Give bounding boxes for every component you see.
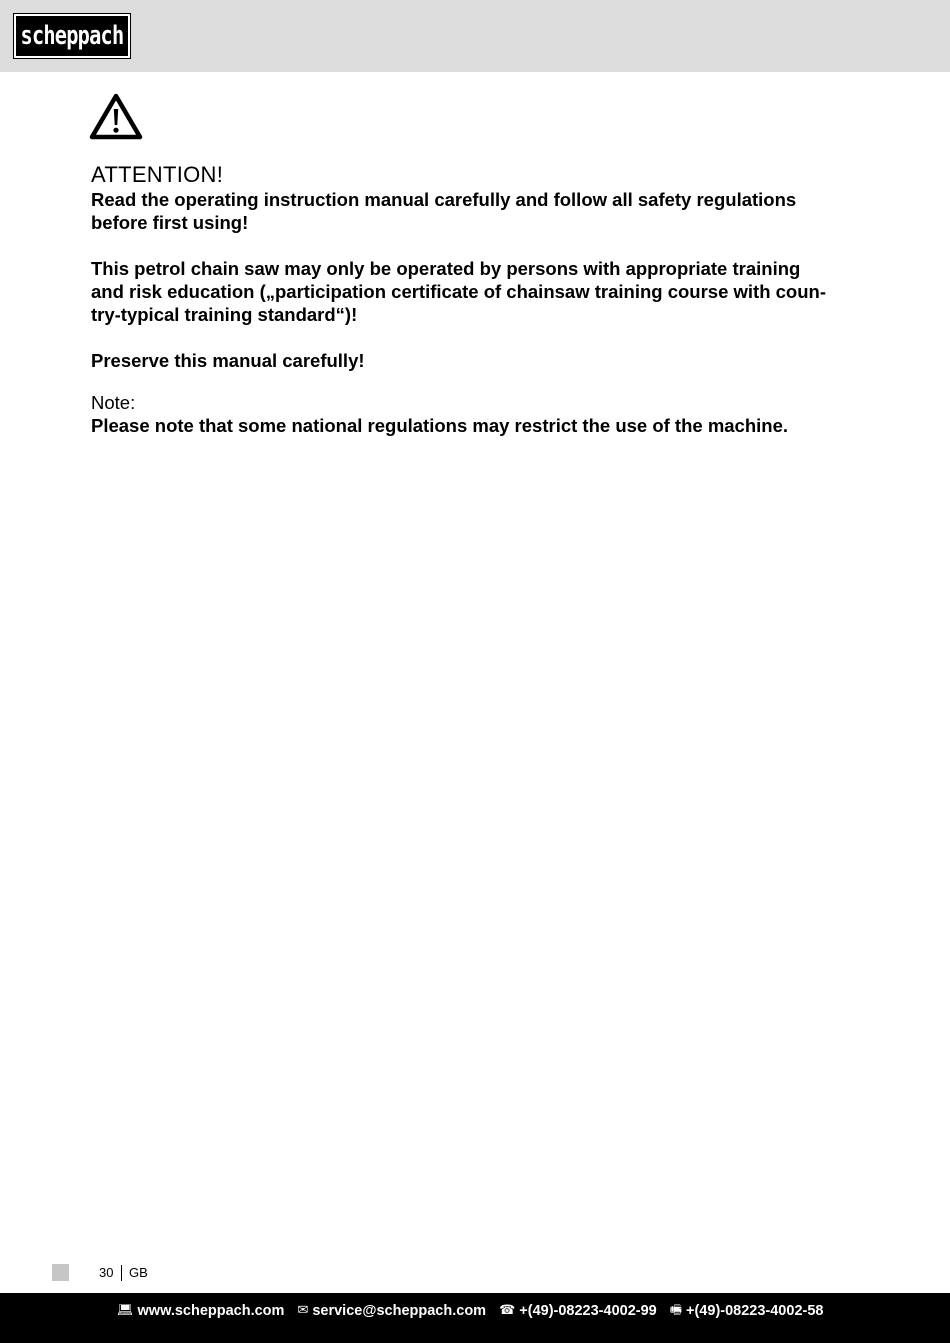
- preserve-manual-paragraph: Preserve this manual carefully!: [91, 350, 365, 371]
- petrol-line-2: and risk education („participation certificate of chainsaw training course with coun-: [91, 281, 826, 302]
- phone-icon: ☎: [499, 1303, 516, 1318]
- petrol-line-1: This petrol chain saw may only be operated by persons with appropriate training: [91, 258, 801, 279]
- footer-email[interactable]: [297, 1302, 486, 1320]
- page-marker-square: [52, 1264, 69, 1281]
- page-language: GB: [129, 1265, 148, 1280]
- fax-text: +(49)-08223-4002-58: [686, 1303, 824, 1319]
- fax-icon: 🖷: [669, 1303, 683, 1318]
- page-header: [0, 0, 950, 72]
- read-line-2: before first using!: [91, 212, 249, 233]
- note-text: Please note that some national regulations may restrict the use of the machine.: [91, 415, 789, 436]
- safety-notice: [91, 162, 871, 437]
- page-number: 30: [99, 1265, 122, 1281]
- email-icon: ✉: [297, 1303, 309, 1318]
- petrol-line-3: try-typical training standard“)!: [91, 304, 358, 325]
- warning-triangle-icon: [89, 93, 143, 141]
- footer-contacts: [117, 1302, 836, 1320]
- logo-text: scheppach: [20, 21, 124, 51]
- operator-training-paragraph: [91, 257, 871, 326]
- read-line-1: Read the operating instruction manual carefully and follow all safety regulations: [91, 189, 797, 210]
- page-footer: [0, 1293, 950, 1343]
- scheppach-logo: [14, 14, 130, 58]
- attention-heading: ATTENTION!: [91, 162, 224, 187]
- footer-fax[interactable]: [670, 1302, 824, 1320]
- email-text: service@scheppach.com: [312, 1303, 487, 1319]
- phone-text: +(49)-08223-4002-99: [519, 1303, 657, 1319]
- footer-phone[interactable]: [499, 1302, 657, 1320]
- footer-website[interactable]: [117, 1302, 284, 1320]
- website-text: www.scheppach.com: [137, 1303, 285, 1319]
- computer-icon: 💻︎: [117, 1303, 134, 1318]
- read-manual-paragraph: [91, 188, 871, 234]
- note-label: Note:: [91, 392, 136, 413]
